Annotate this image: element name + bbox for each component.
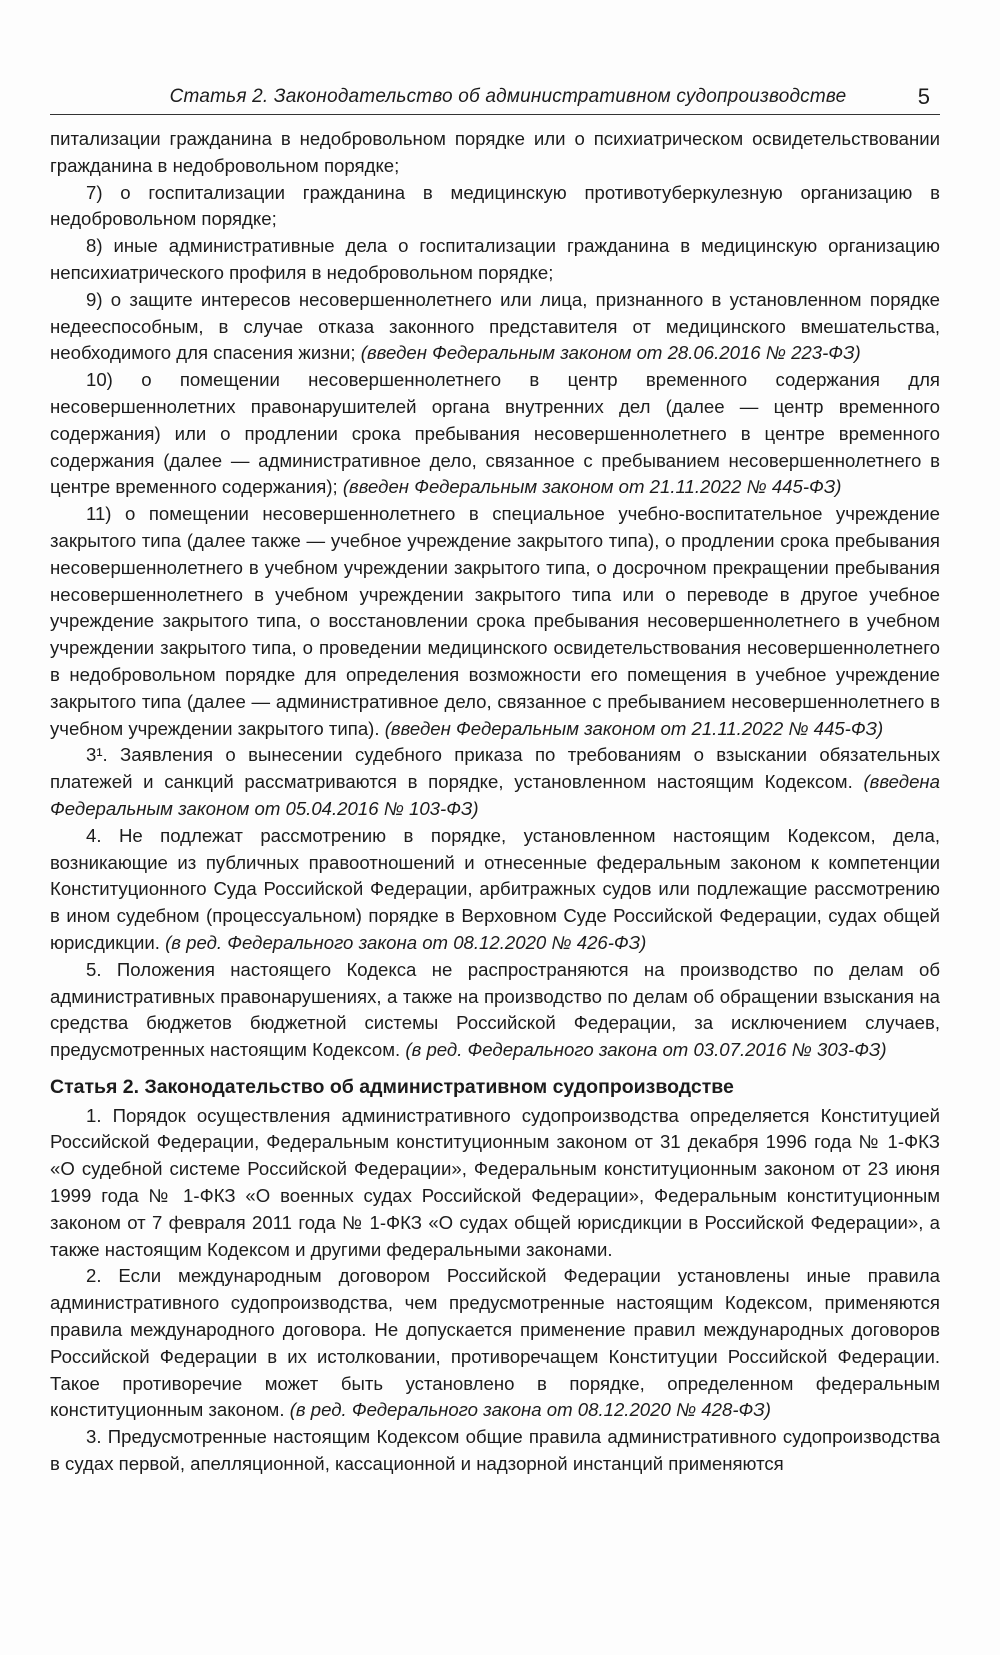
amendment-note: (введен Федеральным законом от 28.06.2016 № 223-ФЗ)	[360, 342, 861, 364]
paragraph: питализации гражданина в недобровольном порядке или о психиатрическом освидетельствовании гражданина в недобровольном порядке;	[50, 128, 940, 176]
amendment-note: (в ред. Федерального закона от 03.07.2016 № 303-ФЗ)	[405, 1039, 887, 1061]
article-heading: Статья 2. Законодательство об административном судопроизводстве	[50, 1075, 734, 1098]
paragraph: 4. Не подлежат рассмотрению в порядке, установленном настоящим Кодексом, дела, возникающие из публичных правоотношений и отнесенные федеральным законом к компетенции Конституционного Суда Российской Федерации, арбитражных судов или подлежащие рассмотрению в ином судебном (процессуальном) порядке в Верховном Суде Российской Федерации, судах общей юрисдикции. (в ред. Федерального закона от 08.12.2020 № 426-ФЗ)	[50, 824, 940, 953]
paragraph: 7) о госпитализации гражданина в медицинскую противотуберкулезную организацию в недобровольном порядке;	[50, 181, 940, 230]
paragraph: 11) о помещении несовершеннолетнего в специальное учебно-воспитательное учреждение закрытого типа (далее также — учебное учреждение закрытого типа), о продлении срока пребывания несовершеннолетнего в учебном учреждении закрытого типа, о досрочном прекращении пребывания несовершеннолетнего в учебном учреждении закрытого типа или о переводе в другое учебное учреждение закрытого типа, о восстановлении срока пребывания несовершеннолетнего в учебном учреждении закрытого типа, о проведении медицинского освидетельствования несовершеннолетнего в недобровольном порядке для определения возможности его помещения в учебное учреждение закрытого типа (далее — административное дело, связанное с пребыванием несовершеннолетнего в учебном учреждении закрытого типа). (введен Федеральным законом от 21.11.2022 № 445-ФЗ)	[50, 503, 940, 739]
paragraph: 10) о помещении несовершеннолетнего в центр временного содержания для несовершеннолетних правонарушителей органа внутренних дел (далее — центр временного содержания) или о продлении срока пребывания несовершеннолетнего в центре временного содержания (далее — административное дело, связанное с пребыванием несовершеннолетнего в центре временного содержания); (введен Федеральным законом от 21.11.2022 № 445-ФЗ)	[50, 369, 940, 498]
amendment-note: (в ред. Федерального закона от 08.12.2020 № 426-ФЗ)	[165, 931, 647, 953]
header-rule	[50, 114, 940, 115]
paragraph: 1. Порядок осуществления административного судопроизводства определяется Конституцией Российской Федерации, Федеральным конституционным законом от 31 декабря 1996 года № 1-ФКЗ «О судебной системе Российской Федерации», Федеральным конституционным законом от 23 июня 1999 года № 1-ФКЗ «О военных судах Российской Федерации», Федеральным конституционным законом от 7 февраля 2011 года № 1-ФКЗ «О судах общей юрисдикции в Российской Федерации», а также настоящим Кодексом и другими федеральными законами.	[50, 1104, 940, 1260]
paragraph: 3¹. Заявления о вынесении судебного приказа по требованиям о взыскании обязательных платежей и санкций рассматриваются в порядке, установленном настоящим Кодексом. (введена Федеральным законом от 05.04.2016 № 103-ФЗ)	[50, 744, 940, 819]
amendment-note: (введена Федеральным законом от 05.04.2016 № 103-ФЗ)	[50, 771, 940, 819]
body-text	[50, 126, 940, 1478]
paragraph: 5. Положения настоящего Кодекса не распространяются на производство по делам об административных правонарушениях, а также на производство по делам об обращении взыскания на средства бюджетов бюджетной системы Российской Федерации, за исключением случаев, предусмотренных настоящим Кодексом. (в ред. Федерального закона от 03.07.2016 № 303-ФЗ)	[50, 958, 940, 1061]
paragraph: 3. Предусмотренные настоящим Кодексом общие правила административного судопроизводства в судах первой, апелляционной, кассационной и надзорной инстанций применяются	[50, 1426, 940, 1475]
amendment-note: (введен Федеральным законом от 21.11.2022 № 445-ФЗ)	[342, 476, 842, 498]
amendment-note: (в ред. Федерального закона от 08.12.2020 № 428-ФЗ)	[289, 1399, 771, 1421]
running-header-title: Статья 2. Законодательство об административном судопроизводстве	[169, 86, 847, 107]
paragraph: 8) иные административные дела о госпитализации гражданина в медицинскую организацию непсихиатрического профиля в недобровольном порядке;	[50, 235, 940, 283]
amendment-note: (введен Федеральным законом от 21.11.2022 № 445-ФЗ)	[384, 717, 884, 739]
paragraph: 2. Если международным договором Российской Федерации установлены иные правила административного судопроизводства, чем предусмотренные настоящим Кодексом, применяются правила международного договора. Не допускается применение правил международных договоров Российской Федерации в их истолковании, противоречащем Конституции Российской Федерации. Такое противоречие может быть установлено в порядке, определенном федеральным конституционным законом. (в ред. Федерального закона от 08.12.2020 № 428-ФЗ)	[50, 1265, 940, 1421]
page-number: 5	[917, 84, 930, 109]
running-header	[48, 84, 942, 114]
paragraph: 9) о защите интересов несовершеннолетнего или лица, признанного в установленном порядке недееспособным, в случае отказа законного представителя от медицинского вмешательства, необходимого для спасения жизни; (введен Федеральным законом от 28.06.2016 № 223-ФЗ)	[50, 288, 940, 364]
